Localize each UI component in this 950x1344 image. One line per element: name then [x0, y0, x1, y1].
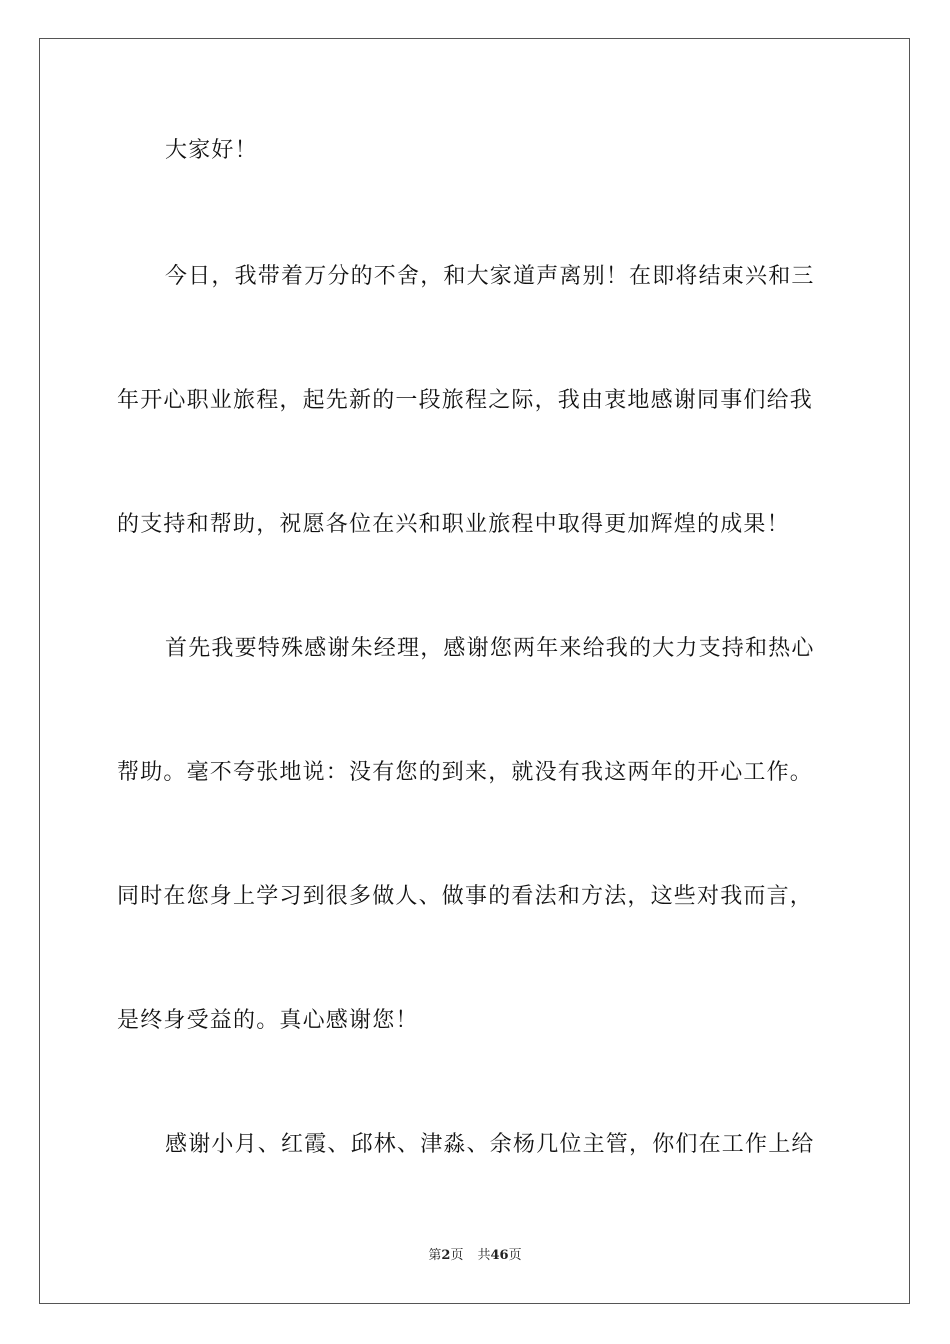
- total-pages: 46: [490, 1248, 509, 1263]
- page-prefix: 第: [428, 1248, 442, 1263]
- paragraph-1-line-2: 年开心职业旅程，起先新的一段旅程之际，我由衷地感谢同事们给我: [117, 388, 814, 413]
- paragraph-1-line-3: 的支持和帮助，祝愿各位在兴和职业旅程中取得更加辉煌的成果！: [117, 512, 790, 537]
- page-footer: [0, 1247, 950, 1265]
- greeting-line: 大家好！: [165, 138, 258, 163]
- page-number: 2: [441, 1248, 451, 1263]
- paragraph-1-line-1: 今日，我带着万分的不舍，和大家道声离别！在即将结束兴和三: [165, 264, 815, 289]
- page-suffix: 页: [450, 1248, 464, 1263]
- total-suffix: 页: [508, 1248, 522, 1263]
- page-border: [39, 38, 910, 1304]
- paragraph-2-line-2: 帮助。毫不夸张地说：没有您的到来，就没有我这两年的开心工作。: [117, 760, 814, 785]
- paragraph-2-line-4: 是终身受益的。真心感谢您！: [117, 1008, 419, 1033]
- total-prefix: 共: [477, 1248, 491, 1263]
- paragraph-2-line-1: 首先我要特殊感谢朱经理，感谢您两年来给我的大力支持和热心: [165, 636, 815, 661]
- paragraph-3-line-1: 感谢小月、红霞、邱林、津淼、余杨几位主管，你们在工作上给: [165, 1132, 815, 1157]
- paragraph-2-line-3: 同时在您身上学习到很多做人、做事的看法和方法，这些对我而言，: [117, 884, 814, 909]
